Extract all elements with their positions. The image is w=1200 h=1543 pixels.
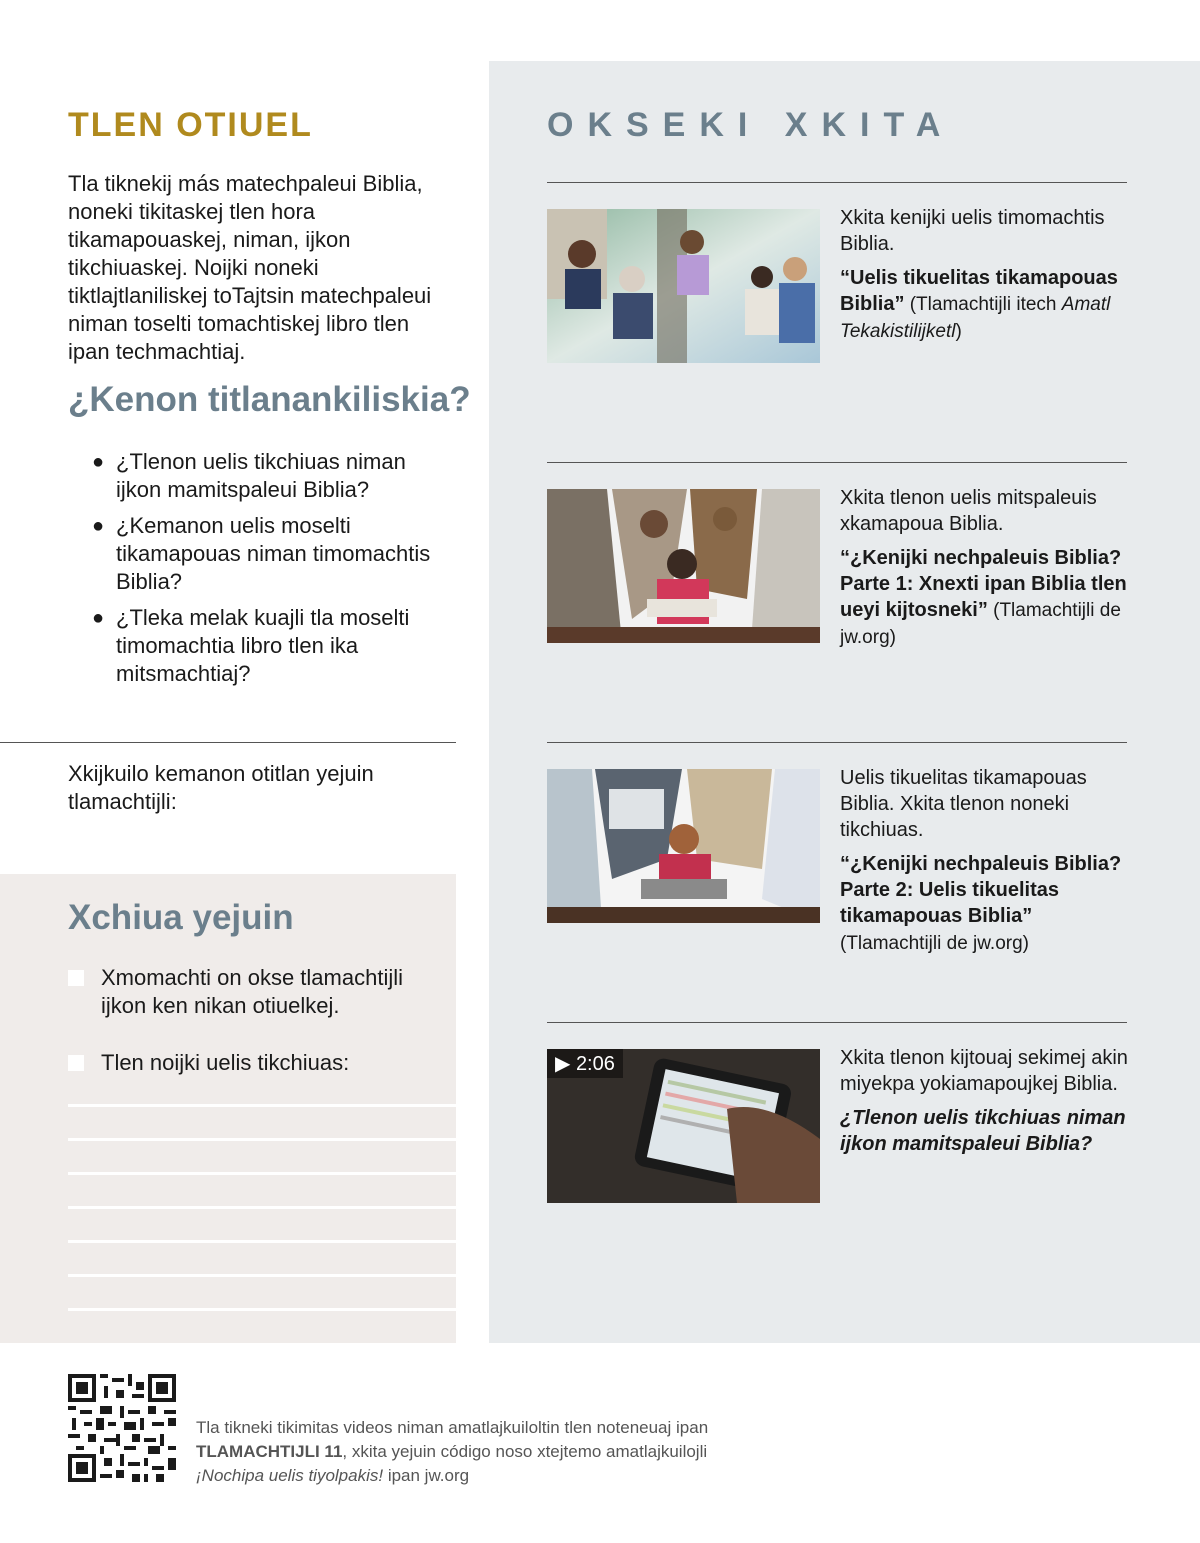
divider: [547, 462, 1127, 463]
section-title: TLEN OTIUEL: [68, 106, 313, 144]
video-description: Xkita tlenon uelis mitspaleuis xkamapoua Biblia.: [840, 487, 1097, 535]
divider: [547, 182, 1127, 183]
video-description: Xkita kenijki uelis timomachtis Biblia.: [840, 207, 1105, 255]
video-thumbnail[interactable]: [547, 489, 820, 643]
video-info: [840, 485, 1130, 651]
checkbox[interactable]: [68, 970, 84, 986]
questions-list: [92, 448, 452, 696]
footer-note: Tla tikneki tikimitas videos niman amatlajkuiloltin tlen noteneuaj ipan TLAMACHTIJLI 11, xkita yejuin código noso xtejtemo amatlajkuilojli ¡Nochipa uelis tiyolpakis! ipan jw.org: [196, 1418, 709, 1485]
write-date-label: Xkijkuilo kemanon otitlan yejuin tlamachtijli:: [68, 761, 374, 814]
writing-line[interactable]: [68, 1206, 456, 1209]
see-more-title: OKSEKI XKITA: [547, 106, 955, 144]
video-info: [840, 205, 1130, 345]
video-thumbnail[interactable]: [547, 209, 820, 363]
questions-title: ¿Kenon titlanankiliskia?: [68, 380, 471, 419]
writing-line[interactable]: [68, 1172, 456, 1175]
video-reference[interactable]: “¿Kenijki nechpaleuis Biblia? Parte 1: Xnexti ipan Biblia tlen ueyi kijtosneki” (Tlamachtijli de jw.org): [840, 547, 1127, 648]
writing-line[interactable]: [68, 1104, 456, 1107]
writing-line[interactable]: [68, 1138, 456, 1141]
divider: [547, 742, 1127, 743]
writing-line[interactable]: [68, 1274, 456, 1277]
video-thumbnail[interactable]: [547, 769, 820, 923]
video-description: Xkita tlenon kijtouaj sekimej akin miyekpa yokiamapoujkej Biblia.: [840, 1047, 1128, 1095]
qr-code[interactable]: [68, 1374, 176, 1482]
duration-badge: ▶ 2:06: [547, 1049, 623, 1078]
video-info: [840, 1045, 1130, 1157]
question-item: ● ¿Kemanon uelis moselti tikamapouas niman timomachtis Biblia?: [92, 513, 431, 594]
bullet-icon: ●: [92, 515, 105, 537]
question-item: ● ¿Tlenon uelis tikchiuas niman ijkon mamitspaleui Biblia?: [92, 449, 406, 502]
todo-item: Tlen noijki uelis tikchiuas:: [68, 1049, 448, 1077]
bullet-icon: ●: [92, 607, 105, 629]
todo-title: Xchiua yejuin: [68, 898, 294, 937]
writing-line[interactable]: [68, 1308, 456, 1311]
writing-line[interactable]: [68, 1240, 456, 1243]
todo-item: Xmomachti on okse tlamachtijli ijkon ken nikan otiuelkej.: [68, 964, 448, 1020]
video-thumbnail[interactable]: [547, 1049, 820, 1203]
intro-paragraph: Tla tiknekij más matechpaleui Biblia, noneki tikitaskej tlen hora tikamapouaskej, niman, ijkon tikchiuaskej. Noijki noneki tiktlajtlaniliskej toTajtsin matechpaleui niman toselti tomachtiskej libro tlen ipan techmachtiaj.: [68, 171, 432, 364]
video-description: Uelis tikuelitas tikamapouas Biblia. Xkita tlenon noneki tikchiuas.: [840, 767, 1087, 841]
video-reference[interactable]: “¿Kenijki nechpaleuis Biblia? Parte 2: Uelis tikuelitas tikamapouas Biblia” (Tlamachtijli de jw.org): [840, 853, 1122, 954]
divider: [547, 1022, 1127, 1023]
question-item: ● ¿Tleka melak kuajli tla moselti timomachtia libro tlen ika mitsmachtiaj?: [92, 605, 410, 686]
divider: [0, 742, 456, 743]
video-info: [840, 765, 1130, 957]
writing-lines[interactable]: [68, 1104, 456, 1342]
video-reference[interactable]: ¿Tlenon uelis tikchiuas niman ijkon mamitspaleui Biblia?: [840, 1107, 1126, 1155]
video-reference[interactable]: “Uelis tikuelitas tikamapouas Biblia” (Tlamachtijli itech Amatl Tekakistilijketl): [840, 267, 1118, 342]
bullet-icon: ●: [92, 451, 105, 473]
checkbox[interactable]: [68, 1055, 84, 1071]
